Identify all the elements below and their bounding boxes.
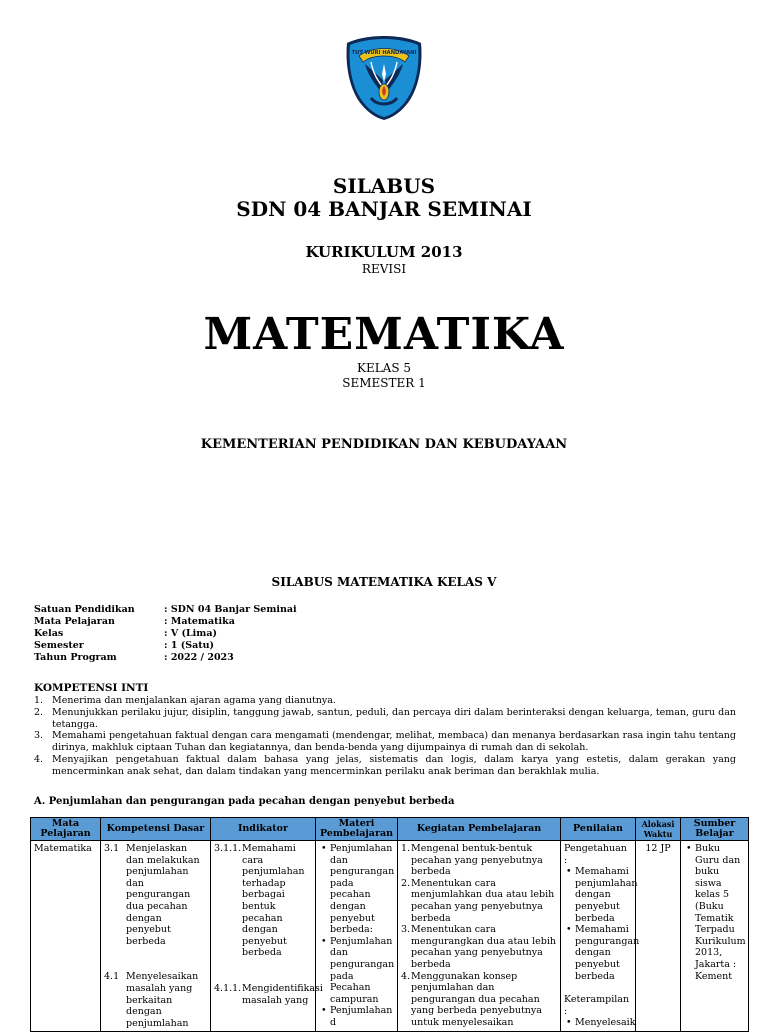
- cell-time-allocation: 12 JP: [636, 841, 681, 1032]
- cell-subject: Matematika: [31, 841, 101, 1032]
- subject-title: MATEMATIKA: [203, 309, 565, 360]
- core-competency-list: [34, 695, 736, 778]
- list-text: Menerima dan menjalankan ajaran agama yang dianutnya.: [52, 695, 336, 706]
- identity-row: [34, 640, 297, 652]
- cell-activities: [398, 841, 561, 1032]
- item-number: 2.: [401, 877, 411, 889]
- identity-label: Semester: [34, 640, 84, 651]
- identity-value: : SDN 04 Banjar Seminai: [164, 604, 297, 615]
- activity-item: [401, 843, 557, 878]
- indicator-item: [214, 843, 312, 959]
- list-number: 2.: [34, 706, 44, 718]
- column-header: Sumber Belajar: [681, 818, 749, 841]
- item-number: 3.1: [104, 843, 120, 854]
- table-header-row: [31, 818, 749, 841]
- cover-title: SILABUS: [332, 174, 436, 198]
- activity-item: [401, 878, 557, 924]
- identity-row: [34, 616, 297, 628]
- material-item: • Penjumlahan dan pengurangan pada pecahan dengan penyebut berbeda:: [330, 843, 394, 936]
- assessment-skill-label: Keterampilan :: [564, 994, 630, 1017]
- list-item: [34, 730, 736, 754]
- identity-row: [34, 604, 297, 616]
- identity-label: Mata Pelajaran: [34, 616, 115, 627]
- competency-item: [104, 843, 207, 947]
- identity-value: : 2022 / 2023: [164, 652, 234, 663]
- assessment-item: • Menyelesaik: [575, 1017, 632, 1029]
- item-text: Menjelaskan dan melakukan penjumlahan dan pengurangan dua pecahan dengan penyebut berbeda: [126, 843, 200, 947]
- tut-wuri-handayani-logo-icon: [341, 34, 427, 120]
- item-text: Menggunakan konsep penjumlahan dan pengurangan dua pecahan yang berbeda penyebutnya untuk menyelesaikan: [411, 970, 542, 1028]
- cell-indicator: [211, 841, 323, 1032]
- document-title: SILABUS MATEMATIKA KELAS V: [271, 575, 497, 589]
- column-header: Penilaian: [561, 818, 636, 841]
- list-item: [34, 754, 736, 778]
- assessment-knowledge-label: Pengetahuan :: [564, 843, 627, 866]
- item-number: 4.1.1.: [214, 982, 242, 994]
- list-text: Menyajikan pengetahuan faktual dalam bahasa yang jelas, sistematis dan logis, dalam karya yang estetis, dalam gerakan yang mencerminkan anak sehat, dan dalam tindakan yang mencerminkan perilaku anak beriman dan berakhlak mulia.: [52, 753, 736, 777]
- material-item: • Penjumlahan d: [330, 1005, 394, 1028]
- cell-competency: [101, 841, 211, 1032]
- item-text: Menentukan cara menjumlahkan dua atau lebih pecahan yang penyebutnya berbeda: [411, 877, 555, 924]
- identity-row: [34, 652, 297, 664]
- column-header: Materi Pembelajaran: [316, 818, 398, 841]
- identity-block: [34, 604, 297, 664]
- activity-item: [401, 924, 557, 970]
- item-text: Memahami cara penjumlahan terhadap berbagai bentuk pecahan dengan penyebut berbeda: [242, 843, 305, 959]
- school-name: SDN 04 BANJAR SEMINAI: [236, 197, 532, 221]
- activity-item: [401, 971, 557, 1029]
- item-text: Mengidentifikasi masalah yang: [242, 982, 323, 1006]
- curriculum-label: KURIKULUM 2013: [305, 243, 463, 261]
- assessment-item: • Memahami pengurangan dengan penyebut berbeda: [575, 924, 632, 982]
- list-text: Menunjukkan perilaku jujur, disiplin, tanggung jawab, santun, peduli, dan percaya diri dalam berinteraksi dengan keluarga, teman, guru dan tetangga.: [52, 706, 736, 730]
- semester-label: SEMESTER 1: [342, 376, 426, 390]
- assessment-item: • Memahami penjumlahan dengan penyebut berbeda: [575, 866, 632, 924]
- svg-text:TUT WURI HANDAYANI: TUT WURI HANDAYANI: [351, 50, 417, 56]
- competency-item: [104, 971, 207, 1029]
- list-text: Memahami pengetahuan faktual dengan cara mengamati (mendengar, melihat, membaca) dan menanya berdasarkan rasa ingin tahu tentang dirinya, makhluk ciptaan Tuhan dan kegiatannya, dan benda-benda yang dijumpainya di rumah dan di sekolah.: [52, 730, 736, 754]
- identity-label: Tahun Program: [34, 652, 117, 663]
- identity-label: Satuan Pendidikan: [34, 604, 135, 615]
- ministry-name: KEMENTERIAN PENDIDIKAN DAN KEBUDAYAAN: [200, 437, 568, 452]
- list-number: 4.: [34, 753, 44, 765]
- item-number: 4.: [401, 970, 411, 982]
- resource-item: • Buku Guru dan buku siswa kelas 5 (Buku Tematik Terpadu Kurikulum 2013, Jakarta : Kement: [695, 843, 745, 982]
- list-item: [34, 695, 736, 707]
- cell-material: [316, 841, 398, 1032]
- item-number: 4.1: [104, 971, 120, 983]
- cell-resources: [681, 841, 749, 1032]
- list-number: 3.: [34, 730, 44, 742]
- item-text: Menyelesaikan masalah yang berkaitan dengan penjumlahan: [126, 971, 199, 1029]
- item-number: 3.: [401, 924, 411, 936]
- core-competency-heading: KOMPETENSI INTI: [34, 682, 149, 694]
- syllabus-table: [30, 817, 749, 1032]
- cell-assessment: [561, 841, 640, 1032]
- indicator-item: [214, 982, 323, 1006]
- material-item: • Penjumlahan dan pengurangan pada Pecahan campuran: [330, 936, 394, 1006]
- column-header: Kompetensi Dasar: [101, 818, 211, 841]
- item-text: Menentukan cara mengurangkan dua atau lebih pecahan yang penyebutnya berbeda: [411, 924, 556, 970]
- table-row: [31, 841, 749, 1032]
- section-heading: A. Penjumlahan dan pengurangan pada pecahan dengan penyebut berbeda: [34, 796, 455, 807]
- item-number: 3.1.1.: [214, 843, 242, 854]
- column-header: Kegiatan Pembelajaran: [398, 818, 561, 841]
- item-text: Mengenal bentuk-bentuk pecahan yang penyebutnya berbeda: [411, 843, 543, 878]
- list-item: [34, 707, 736, 731]
- column-header: Indikator: [211, 818, 316, 841]
- column-header: Mata Pelajaran: [31, 818, 101, 841]
- identity-label: Kelas: [34, 628, 64, 639]
- identity-value: : Matematika: [164, 616, 235, 627]
- item-number: 1.: [401, 843, 411, 854]
- identity-row: [34, 628, 297, 640]
- column-header: Alokasi Waktu: [636, 818, 681, 841]
- identity-value: : V (Lima): [164, 628, 217, 639]
- identity-value: : 1 (Satu): [164, 640, 215, 651]
- grade-label: KELAS 5: [356, 361, 412, 375]
- revision-label: REVISI: [361, 262, 407, 276]
- list-number: 1.: [34, 695, 44, 706]
